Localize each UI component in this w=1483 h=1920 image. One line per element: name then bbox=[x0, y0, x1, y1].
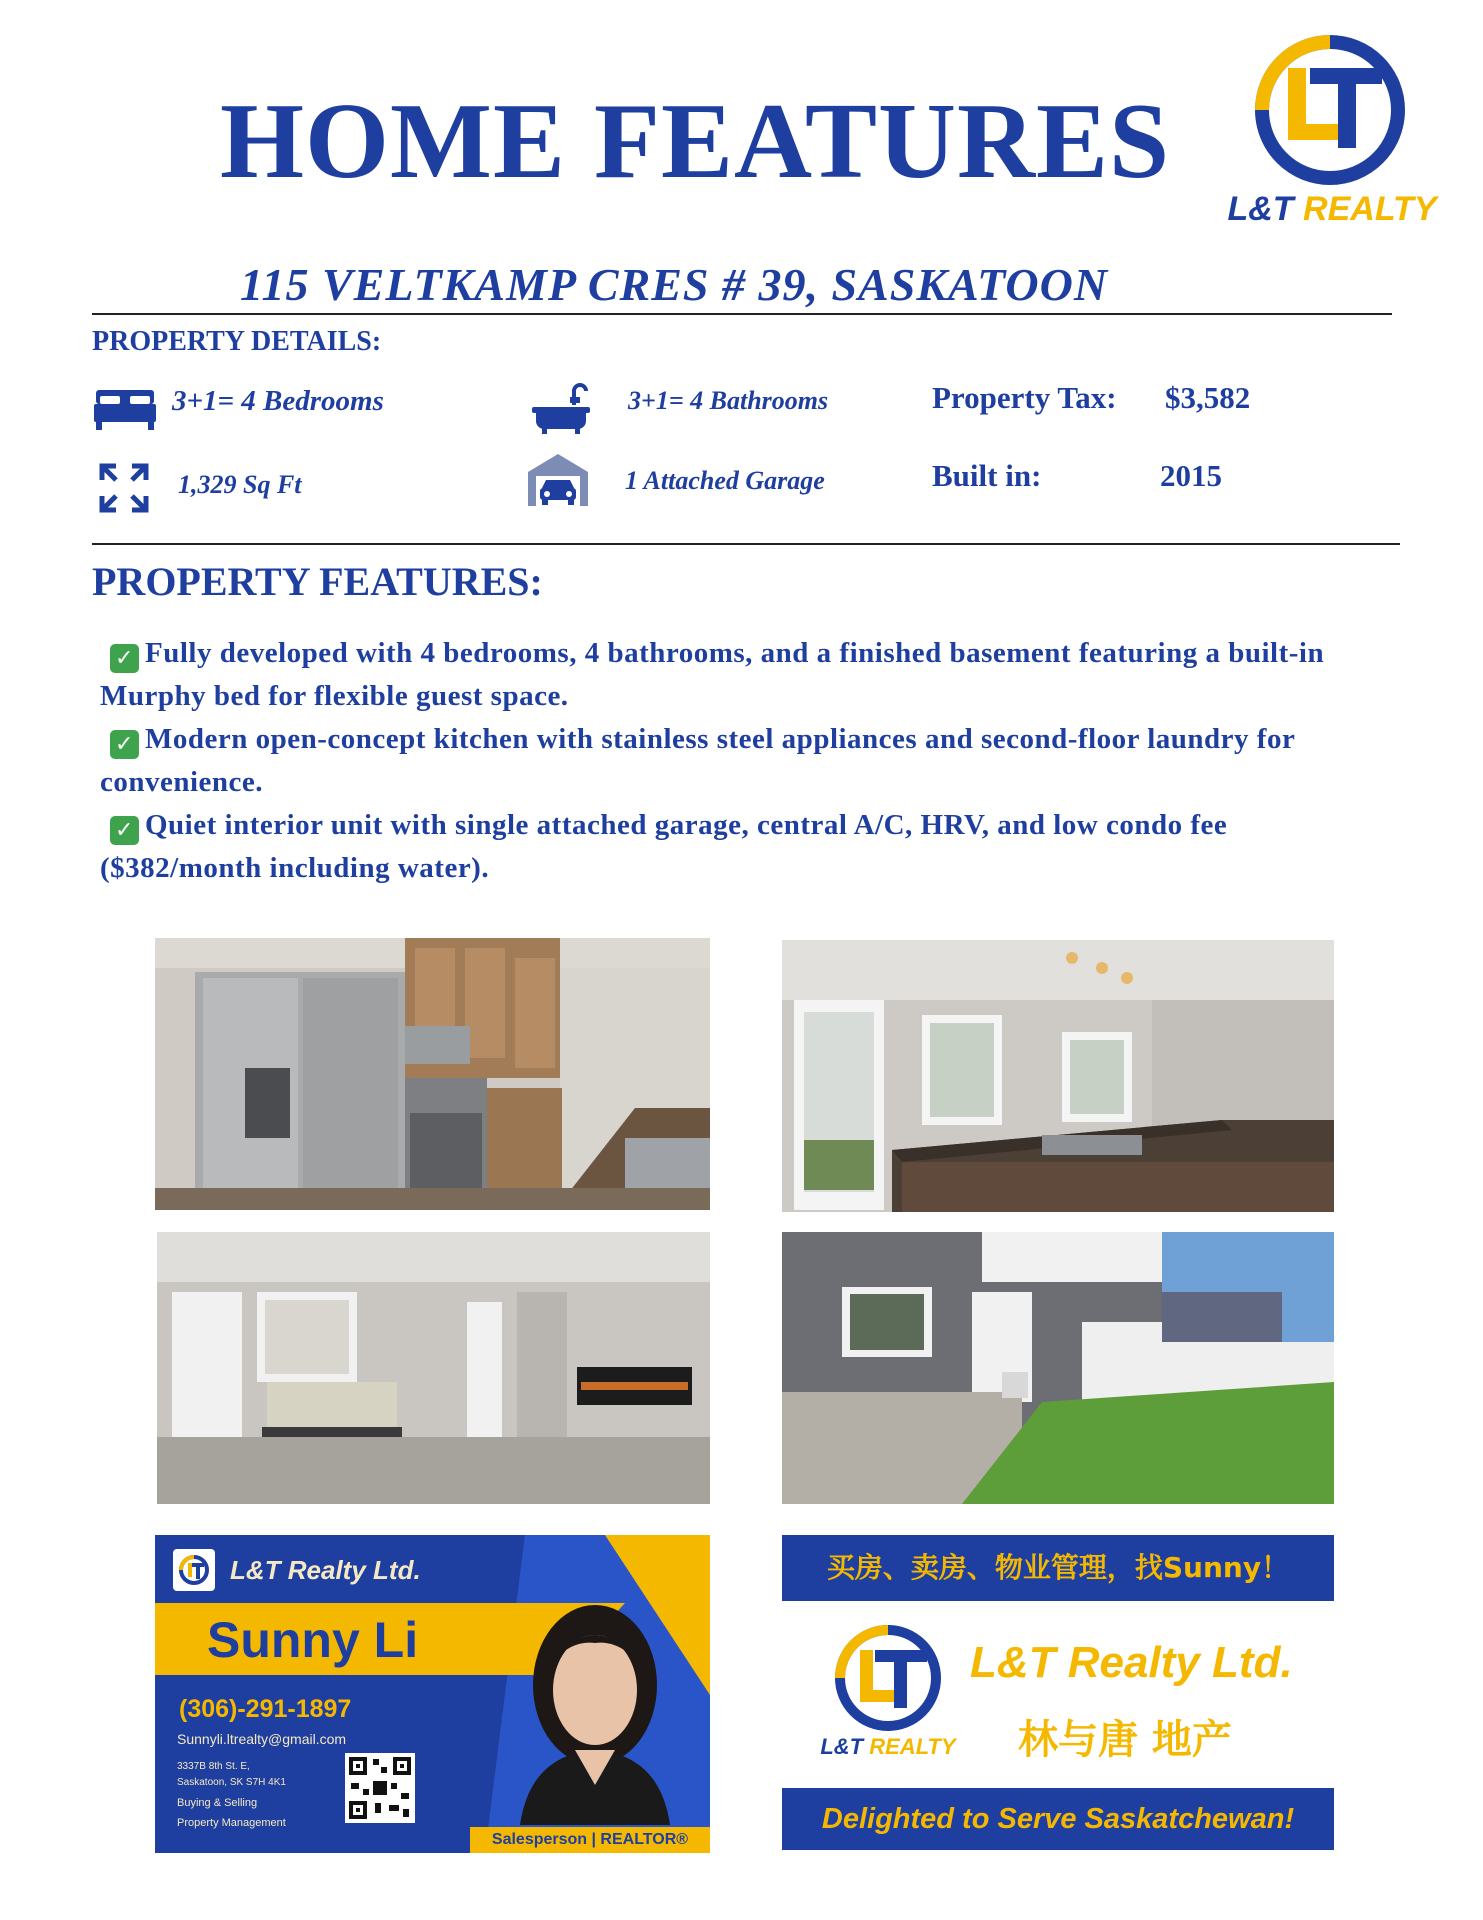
feature-item: ✓ Quiet interior unit with single attached garage, central A/C, HRV, and low condo fee ($382/month including water). bbox=[100, 809, 1228, 884]
logo-text: L&T REALTY bbox=[1227, 190, 1437, 228]
property-tax-value: $3,582 bbox=[1165, 380, 1251, 415]
living-area-photo bbox=[782, 940, 1334, 1212]
check-icon: ✓ bbox=[110, 816, 139, 845]
agent-address-line1: 3337B 8th St. E, bbox=[177, 1761, 250, 1772]
lt-logo-icon bbox=[818, 1620, 958, 1735]
agent-address-line2: Saskatoon, SK S7H 4K1 bbox=[177, 1777, 286, 1788]
agent-card bbox=[155, 1535, 710, 1853]
bathtub-icon bbox=[530, 383, 592, 435]
exterior-photo bbox=[782, 1232, 1334, 1504]
agent-phone[interactable]: (306)-291-1897 bbox=[179, 1695, 352, 1723]
divider bbox=[92, 543, 1400, 545]
feature-item: ✓ Fully developed with 4 bedrooms, 4 bathrooms, and a finished basement featuring a built-in Murphy bed for flexible guest space. bbox=[100, 637, 1325, 712]
agent-service-2: Property Management bbox=[177, 1817, 286, 1829]
divider bbox=[92, 313, 1392, 315]
features-list bbox=[100, 632, 1360, 890]
agent-email[interactable]: Sunnyli.ltrealty@gmail.com bbox=[177, 1731, 347, 1747]
company-logo bbox=[1222, 30, 1442, 240]
kitchen-photo bbox=[155, 938, 710, 1210]
check-icon: ✓ bbox=[110, 730, 139, 759]
promo-top-banner: 买房、卖房、物业管理，找Sunny！ bbox=[782, 1535, 1334, 1601]
promo-chinese-name: 林与唐 地产 bbox=[1018, 1717, 1232, 1763]
qr-code-icon bbox=[345, 1753, 415, 1823]
built-in-label: Built in: bbox=[932, 458, 1042, 493]
agent-name: Sunny Li bbox=[207, 1612, 419, 1668]
bathrooms-value: 3+1= 4 Bathrooms bbox=[628, 386, 829, 415]
property-address: 115 VELTKAMP CRES # 39, SASKATOON bbox=[240, 259, 1109, 310]
card-logo bbox=[173, 1549, 215, 1591]
property-features-heading: PROPERTY FEATURES: bbox=[92, 559, 543, 604]
promo-bottom-banner: Delighted to Serve Saskatchewan! bbox=[782, 1788, 1334, 1850]
promo-company-name: L&T Realty Ltd. bbox=[970, 1638, 1293, 1687]
garage-value: 1 Attached Garage bbox=[625, 466, 825, 495]
lt-logo-icon bbox=[1222, 30, 1442, 190]
garage-icon bbox=[526, 452, 590, 508]
sqft-value: 1,329 Sq Ft bbox=[178, 470, 302, 499]
promo-logo bbox=[818, 1620, 958, 1770]
basement-photo bbox=[157, 1232, 710, 1504]
bed-icon bbox=[92, 386, 158, 432]
promo-logo-text: L&T REALTY bbox=[820, 1734, 956, 1759]
expand-arrows-icon bbox=[98, 462, 150, 514]
built-in-value: 2015 bbox=[1160, 458, 1222, 493]
card-company-name: L&T Realty Ltd. bbox=[230, 1555, 421, 1585]
lt-logo-icon bbox=[173, 1549, 215, 1591]
feature-item: ✓ Modern open-concept kitchen with stainless steel appliances and second-floor laundry for convenience. bbox=[100, 723, 1295, 798]
agent-photo bbox=[510, 1585, 680, 1825]
property-tax-label: Property Tax: bbox=[932, 380, 1117, 415]
agent-title: Salesperson | REALTOR® bbox=[470, 1827, 710, 1853]
check-icon: ✓ bbox=[110, 644, 139, 673]
bedrooms-value: 3+1= 4 Bedrooms bbox=[172, 385, 384, 417]
agent-service-1: Buying & Selling bbox=[177, 1797, 258, 1809]
property-details-heading: PROPERTY DETAILS: bbox=[92, 326, 382, 357]
page-title: HOME FEATURES bbox=[220, 82, 1171, 201]
